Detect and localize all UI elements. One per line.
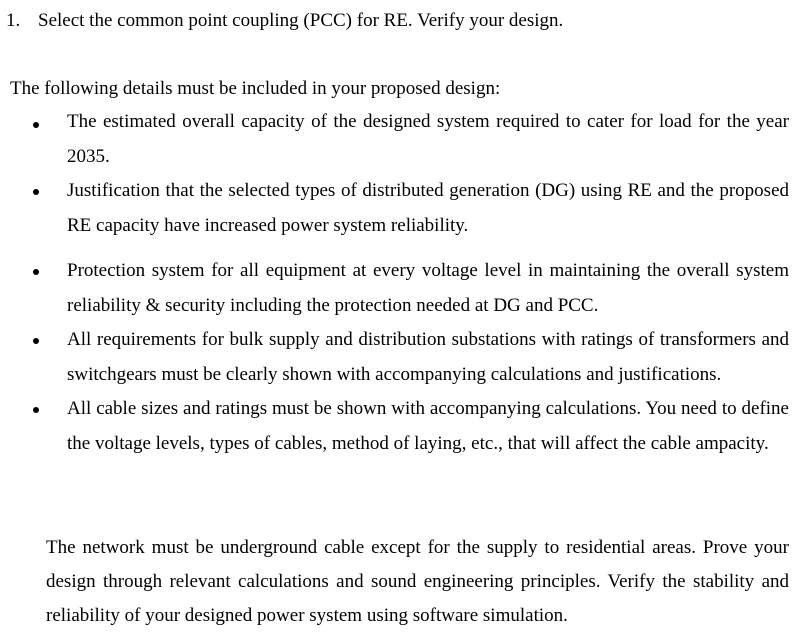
bullet-item-capacity: The estimated overall capacity of the designed system required to cater for load for the year 2035. <box>67 111 789 167</box>
bullet-marker <box>33 122 39 128</box>
bullet-marker <box>33 338 39 344</box>
bullet-marker <box>33 407 39 413</box>
intro-paragraph: The following details must be included in your proposed design: <box>10 78 501 99</box>
bullet-item-substations: All requirements for bulk supply and distribution substations with ratings of transformers and switchgears must be clearly shown with accompanying calculations and justifications. <box>67 329 789 385</box>
closing-paragraph: The network must be underground cable except for the supply to residential areas. Prove your design through relevant calculations and sound engineering principles. Verify the stability and reliability of your designed power system using software simulation. <box>46 537 789 626</box>
bullet-marker <box>33 189 39 195</box>
bullet-marker <box>33 269 39 275</box>
bullet-item-justification: Justification that the selected types of distributed generation (DG) using RE and the proposed RE capacity have increased power system reliability. <box>67 180 789 236</box>
bullet-item-protection: Protection system for all equipment at every voltage level in maintaining the overall system reliability & security including the protection needed at DG and PCC. <box>67 260 789 316</box>
bullet-item-cables: All cable sizes and ratings must be shown with accompanying calculations. You need to define the voltage levels, types of cables, method of laying, etc., that will affect the cable ampacity. <box>67 398 789 454</box>
question-item <box>6 10 563 32</box>
question-number: 1. <box>6 10 21 31</box>
question-text: Select the common point coupling (PCC) for RE. Verify your design. <box>38 10 564 31</box>
